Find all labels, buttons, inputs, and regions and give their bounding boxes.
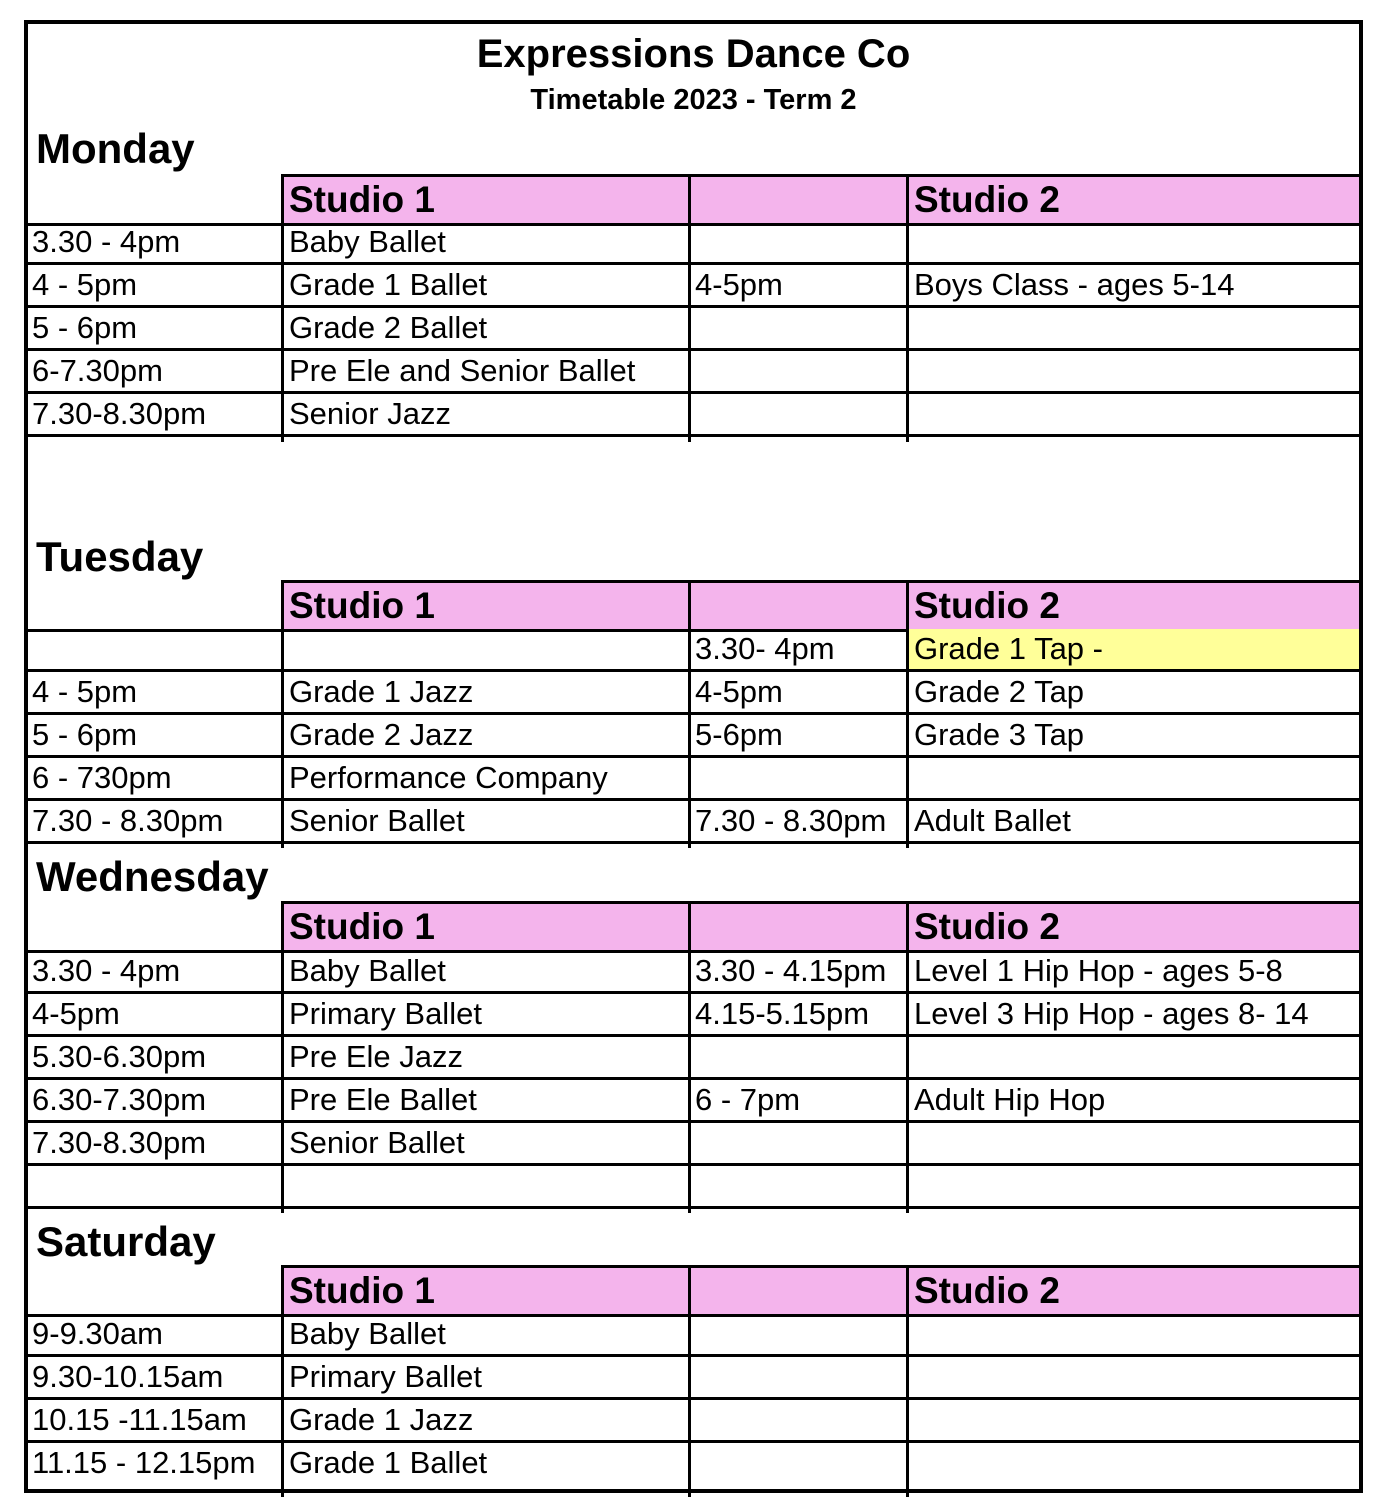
grid-line: [28, 1077, 1359, 1080]
table-cell-time1: 9-9.30am: [32, 1316, 163, 1351]
day-heading-monday: Monday: [36, 125, 195, 172]
grid-line: [28, 1314, 1359, 1317]
table-cell-class2: Level 3 Hip Hop - ages 8- 14: [914, 996, 1309, 1031]
table-cell-class2: Grade 1 Tap -: [914, 631, 1103, 666]
grid-line: [906, 901, 909, 1213]
table-cell-time1: 5 - 6pm: [32, 310, 138, 345]
table-cell-class1: Pre Ele Jazz: [289, 1039, 464, 1074]
studio-2-header: Studio 2: [914, 585, 1060, 626]
table-cell-class2: Grade 2 Tap: [914, 674, 1085, 709]
table-cell-class1: Baby Ballet: [289, 1316, 446, 1351]
grid-line: [28, 434, 1359, 437]
timetable-sheet: [24, 20, 1363, 1493]
table-cell-time1: 7.30-8.30pm: [32, 396, 207, 431]
table-cell-class2: Level 1 Hip Hop - ages 5-8: [914, 953, 1283, 988]
table-cell-class1: Senior Ballet: [289, 1125, 465, 1160]
table-cell-class1: Primary Ballet: [289, 996, 482, 1031]
grid-line: [28, 755, 1359, 758]
table-cell-time2: 3.30- 4pm: [695, 631, 835, 666]
table-cell-time1: 4 - 5pm: [32, 674, 138, 709]
table-cell-time2: 4-5pm: [695, 674, 783, 709]
grid-line: [281, 580, 284, 848]
table-cell-time1: 5.30-6.30pm: [32, 1039, 207, 1074]
grid-line: [28, 841, 1359, 844]
day-heading-saturday: Saturday: [36, 1218, 216, 1265]
document-title: Expressions Dance Co: [476, 32, 911, 76]
table-cell-class1: Pre Ele and Senior Ballet: [289, 353, 636, 388]
day-heading-wednesday: Wednesday: [36, 853, 269, 900]
grid-line: [28, 348, 1359, 351]
grid-line: [28, 669, 1359, 672]
studio-header-cell: [689, 583, 907, 629]
studio-1-header: Studio 1: [289, 585, 435, 626]
table-cell-class1: Grade 1 Jazz: [289, 1402, 474, 1437]
table-cell-time1: 4-5pm: [32, 996, 120, 1031]
grid-line: [28, 798, 1359, 801]
grid-line: [281, 174, 284, 442]
grid-line: [688, 1265, 691, 1497]
grid-line: [28, 305, 1359, 308]
studio-header-cell: [689, 177, 907, 223]
table-cell-time1: 3.30 - 4pm: [32, 224, 181, 259]
grid-line: [281, 901, 284, 1213]
table-cell-time2: 6 - 7pm: [695, 1082, 801, 1117]
grid-line: [282, 580, 1359, 583]
table-cell-class1: Grade 2 Jazz: [289, 717, 474, 752]
grid-line: [906, 174, 909, 442]
grid-line: [282, 901, 1359, 904]
grid-line: [28, 1206, 1359, 1209]
studio-1-header: Studio 1: [289, 906, 435, 947]
table-cell-time1: 10.15 -11.15am: [32, 1402, 247, 1437]
table-cell-class1: Senior Ballet: [289, 803, 465, 838]
grid-line: [28, 391, 1359, 394]
table-cell-class1: Grade 2 Ballet: [289, 310, 488, 345]
table-cell-class2: Adult Ballet: [914, 803, 1071, 838]
table-cell-class1: Baby Ballet: [289, 953, 446, 988]
grid-line: [28, 1034, 1359, 1037]
table-cell-class2: Adult Hip Hop: [914, 1082, 1106, 1117]
table-cell-class1: Baby Ballet: [289, 224, 446, 259]
table-cell-class2: Grade 3 Tap: [914, 717, 1085, 752]
table-cell-time2: 5-6pm: [695, 717, 783, 752]
table-cell-class1: Grade 1 Ballet: [289, 267, 488, 302]
table-cell-time2: 4-5pm: [695, 267, 783, 302]
grid-line: [688, 901, 691, 1213]
studio-1-header: Studio 1: [289, 179, 435, 220]
grid-line: [282, 174, 1359, 177]
grid-line: [28, 1163, 1359, 1166]
table-cell-time1: 11.15 - 12.15pm: [32, 1445, 256, 1480]
table-cell-time1: 7.30-8.30pm: [32, 1125, 207, 1160]
grid-line: [688, 580, 691, 848]
grid-line: [906, 1265, 909, 1497]
grid-line: [282, 1265, 1359, 1268]
grid-line: [281, 1265, 284, 1497]
table-cell-time2: 3.30 - 4.15pm: [695, 953, 887, 988]
studio-2-header: Studio 2: [914, 179, 1060, 220]
table-cell-time1: 6-7.30pm: [32, 353, 163, 388]
table-cell-time1: 7.30 - 8.30pm: [32, 803, 224, 838]
day-heading-tuesday: Tuesday: [36, 533, 204, 580]
studio-header-cell: [689, 904, 907, 950]
table-cell-time1: 6 - 730pm: [32, 760, 172, 795]
studio-1-header: Studio 1: [289, 1270, 435, 1311]
grid-line: [28, 1354, 1359, 1357]
table-cell-time1: 9.30-10.15am: [32, 1359, 224, 1394]
table-cell-time1: 3.30 - 4pm: [32, 953, 181, 988]
grid-line: [906, 580, 909, 848]
grid-line: [28, 712, 1359, 715]
table-cell-class1: Grade 1 Jazz: [289, 674, 474, 709]
table-cell-class1: Primary Ballet: [289, 1359, 482, 1394]
table-cell-class1: Senior Jazz: [289, 396, 451, 431]
grid-line: [28, 223, 1359, 226]
table-cell-time1: 4 - 5pm: [32, 267, 138, 302]
table-cell-time2: 4.15-5.15pm: [695, 996, 870, 1031]
table-cell-class1: Grade 1 Ballet: [289, 1445, 488, 1480]
table-cell-class2: Boys Class - ages 5-14: [914, 267, 1235, 302]
table-cell-class1: Performance Company: [289, 760, 608, 795]
table-cell-time1: 5 - 6pm: [32, 717, 138, 752]
table-cell-class1: Pre Ele Ballet: [289, 1082, 477, 1117]
table-cell-time1: 6.30-7.30pm: [32, 1082, 207, 1117]
grid-line: [688, 174, 691, 442]
grid-line: [28, 1120, 1359, 1123]
document-subtitle: Timetable 2023 - Term 2: [530, 84, 857, 116]
table-cell-time2: 7.30 - 8.30pm: [695, 803, 887, 838]
studio-header-cell: [689, 1268, 907, 1314]
studio-2-header: Studio 2: [914, 906, 1060, 947]
studio-2-header: Studio 2: [914, 1270, 1060, 1311]
